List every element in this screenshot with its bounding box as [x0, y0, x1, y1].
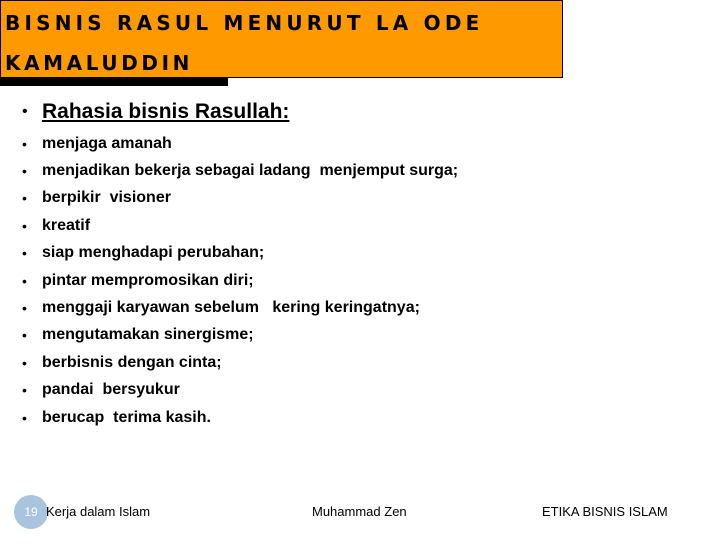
list-item: [22, 322, 458, 349]
list-item: [22, 212, 458, 239]
list-item-text: menggaji karyawan sebelum kering keringatnya;: [42, 299, 420, 317]
bullet-icon: •: [22, 327, 27, 344]
bullet-icon: •: [22, 190, 27, 207]
list-heading-row: [22, 94, 458, 130]
list-item-text: berpikir visioner: [42, 189, 171, 207]
list-item-text: pandai bersyukur: [42, 381, 180, 399]
footer-course-title: ETIKA BISNIS ISLAM: [542, 504, 668, 519]
list-item-text: mengutamakan sinergisme;: [42, 326, 254, 344]
list-item: [22, 349, 458, 376]
list-item-text: kreatif: [42, 216, 91, 234]
list-item: [22, 267, 458, 294]
list-item-text: menjaga amanah: [42, 134, 172, 152]
title-banner: [0, 0, 563, 78]
bullet-icon: •: [22, 409, 27, 426]
footer-author: Muhammad Zen: [312, 504, 407, 519]
slide-number-badge: 19: [14, 495, 48, 529]
slide-title-line1: BISNIS RASUL MENURUT LA ODE: [5, 11, 484, 35]
list-item-text: berbisnis dengan cinta;: [42, 353, 222, 371]
title-underline-bar: [0, 77, 228, 86]
list-item: [22, 240, 458, 267]
bullet-icon: •: [22, 163, 27, 180]
footer-left-text: Kerja dalam Islam: [46, 504, 151, 519]
bullet-icon: •: [22, 217, 27, 234]
bullet-icon: •: [22, 135, 27, 152]
bullet-icon: •: [22, 103, 28, 120]
bullet-icon: •: [22, 245, 27, 262]
list-item-text: menjadikan bekerja sebagai ladang menjemput surga;: [42, 162, 459, 180]
bullet-icon: •: [22, 272, 27, 289]
list-item: [22, 157, 458, 184]
bullet-icon: •: [22, 382, 27, 399]
list-item-text: pintar mempromosikan diri;: [42, 271, 254, 289]
list-heading: Rahasia bisnis Rasullah:: [42, 100, 290, 123]
list-item-text: siap menghadapi perubahan;: [42, 244, 265, 262]
list-item: [22, 377, 458, 404]
bullet-list: [22, 94, 458, 431]
list-item: [22, 294, 458, 321]
list-item: [22, 404, 458, 431]
list-item: [22, 130, 458, 157]
list-item-text: berucap terima kasih.: [42, 408, 211, 426]
slide-title-line2: KAMALUDDIN: [5, 51, 194, 75]
bullet-icon: •: [22, 300, 27, 317]
list-item: [22, 185, 458, 212]
bullet-icon: •: [22, 354, 27, 371]
